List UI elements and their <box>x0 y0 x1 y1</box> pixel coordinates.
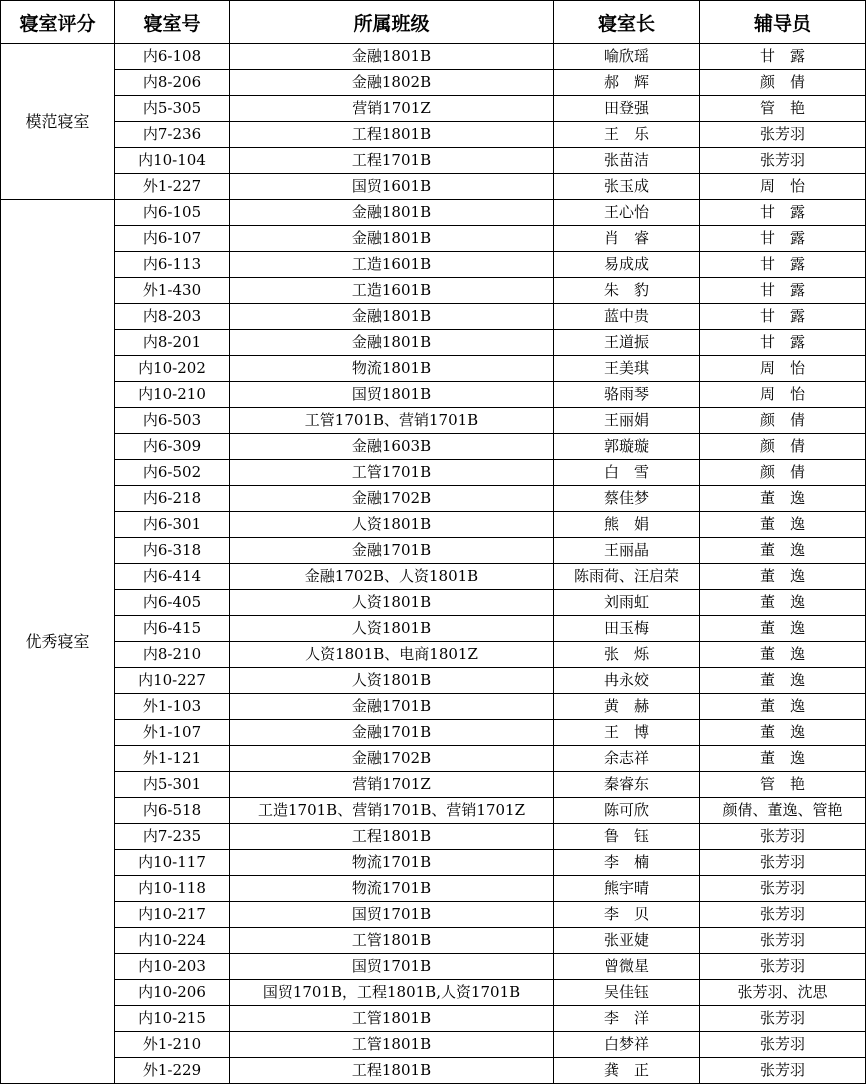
counselor-cell: 董 逸 <box>700 642 866 668</box>
room-leader-cell: 蓝中贵 <box>554 304 700 330</box>
class-cell: 工程1801B <box>230 1058 554 1084</box>
table-row <box>1 876 866 902</box>
counselor-cell: 颜 倩 <box>700 408 866 434</box>
table-row <box>1 824 866 850</box>
table-row <box>1 642 866 668</box>
class-cell: 金融1701B <box>230 538 554 564</box>
class-cell: 人资1801B <box>230 616 554 642</box>
counselor-cell: 颜 倩 <box>700 70 866 96</box>
counselor-cell: 张芳羽 <box>700 928 866 954</box>
table-row <box>1 486 866 512</box>
table-row <box>1 278 866 304</box>
header-room-number: 寝室号 <box>115 1 230 44</box>
table-row <box>1 434 866 460</box>
room-leader-cell: 朱 豹 <box>554 278 700 304</box>
room-leader-cell: 张玉成 <box>554 174 700 200</box>
table-row <box>1 512 866 538</box>
table-row <box>1 538 866 564</box>
room-number-cell: 内6-309 <box>115 434 230 460</box>
room-leader-cell: 王道振 <box>554 330 700 356</box>
room-leader-cell: 王美琪 <box>554 356 700 382</box>
room-leader-cell: 张 烁 <box>554 642 700 668</box>
room-number-cell: 内10-203 <box>115 954 230 980</box>
counselor-cell: 张芳羽 <box>700 122 866 148</box>
counselor-cell: 甘 露 <box>700 252 866 278</box>
room-number-cell: 内6-218 <box>115 486 230 512</box>
room-number-cell: 内8-203 <box>115 304 230 330</box>
table-row <box>1 616 866 642</box>
room-leader-cell: 余志祥 <box>554 746 700 772</box>
room-leader-cell: 蔡佳梦 <box>554 486 700 512</box>
room-leader-cell: 秦睿东 <box>554 772 700 798</box>
room-number-cell: 内6-318 <box>115 538 230 564</box>
room-number-cell: 内6-108 <box>115 44 230 70</box>
room-number-cell: 内6-502 <box>115 460 230 486</box>
class-cell: 工程1801B <box>230 122 554 148</box>
room-number-cell: 内5-305 <box>115 96 230 122</box>
table-row <box>1 252 866 278</box>
room-number-cell: 内10-224 <box>115 928 230 954</box>
room-number-cell: 内10-217 <box>115 902 230 928</box>
room-number-cell: 内7-236 <box>115 122 230 148</box>
room-number-cell: 外1-229 <box>115 1058 230 1084</box>
room-number-cell: 内10-227 <box>115 668 230 694</box>
rating-cell: 模范寝室 <box>1 44 115 200</box>
counselor-cell: 甘 露 <box>700 330 866 356</box>
counselor-cell: 董 逸 <box>700 720 866 746</box>
class-cell: 金融1801B <box>230 226 554 252</box>
class-cell: 金融1801B <box>230 200 554 226</box>
room-leader-cell: 郝 辉 <box>554 70 700 96</box>
room-leader-cell: 郭璇璇 <box>554 434 700 460</box>
counselor-cell: 张芳羽 <box>700 148 866 174</box>
room-number-cell: 外1-121 <box>115 746 230 772</box>
room-number-cell: 内8-210 <box>115 642 230 668</box>
header-room-leader: 寝室长 <box>554 1 700 44</box>
table-row <box>1 668 866 694</box>
room-leader-cell: 刘雨虹 <box>554 590 700 616</box>
counselor-cell: 董 逸 <box>700 486 866 512</box>
room-leader-cell: 王丽娟 <box>554 408 700 434</box>
class-cell: 营销1701Z <box>230 772 554 798</box>
table-row <box>1 1006 866 1032</box>
table-row <box>1 746 866 772</box>
room-number-cell: 外1-227 <box>115 174 230 200</box>
table-row <box>1 330 866 356</box>
room-leader-cell: 白 雪 <box>554 460 700 486</box>
room-number-cell: 内6-107 <box>115 226 230 252</box>
room-leader-cell: 冉永姣 <box>554 668 700 694</box>
room-number-cell: 内10-104 <box>115 148 230 174</box>
class-cell: 国贸1701B <box>230 954 554 980</box>
table-row <box>1 928 866 954</box>
room-number-cell: 内10-118 <box>115 876 230 902</box>
class-cell: 工管1801B <box>230 1006 554 1032</box>
class-cell: 金融1603B <box>230 434 554 460</box>
room-number-cell: 内8-201 <box>115 330 230 356</box>
room-leader-cell: 陈可欣 <box>554 798 700 824</box>
class-cell: 金融1702B、人资1801B <box>230 564 554 590</box>
class-cell: 物流1701B <box>230 850 554 876</box>
class-cell: 工管1701B <box>230 460 554 486</box>
counselor-cell: 董 逸 <box>700 590 866 616</box>
table-row <box>1 902 866 928</box>
table-row <box>1 460 866 486</box>
counselor-cell: 甘 露 <box>700 200 866 226</box>
counselor-cell: 颜倩、董逸、管艳 <box>700 798 866 824</box>
room-leader-cell: 骆雨琴 <box>554 382 700 408</box>
room-number-cell: 外1-103 <box>115 694 230 720</box>
table-row <box>1 954 866 980</box>
room-number-cell: 内10-215 <box>115 1006 230 1032</box>
counselor-cell: 周 怡 <box>700 382 866 408</box>
class-cell: 工造1601B <box>230 252 554 278</box>
class-cell: 工程1701B <box>230 148 554 174</box>
class-cell: 人资1801B <box>230 512 554 538</box>
room-leader-cell: 陈雨荷、汪启荣 <box>554 564 700 590</box>
counselor-cell: 董 逸 <box>700 512 866 538</box>
room-leader-cell: 李 楠 <box>554 850 700 876</box>
header-counselor: 辅导员 <box>700 1 866 44</box>
table-row <box>1 96 866 122</box>
class-cell: 国贸1601B <box>230 174 554 200</box>
table-body <box>1 44 866 1084</box>
counselor-cell: 张芳羽 <box>700 1058 866 1084</box>
table-row <box>1 122 866 148</box>
room-number-cell: 内6-518 <box>115 798 230 824</box>
table-row <box>1 694 866 720</box>
table-row <box>1 408 866 434</box>
room-leader-cell: 龚 正 <box>554 1058 700 1084</box>
table-row <box>1 148 866 174</box>
counselor-cell: 董 逸 <box>700 616 866 642</box>
room-leader-cell: 白梦祥 <box>554 1032 700 1058</box>
room-number-cell: 内6-415 <box>115 616 230 642</box>
counselor-cell: 张芳羽 <box>700 850 866 876</box>
room-leader-cell: 田玉梅 <box>554 616 700 642</box>
room-number-cell: 内10-202 <box>115 356 230 382</box>
table-row <box>1 590 866 616</box>
class-cell: 人资1801B <box>230 590 554 616</box>
room-number-cell: 内6-503 <box>115 408 230 434</box>
header-rating: 寝室评分 <box>1 1 115 44</box>
room-leader-cell: 黄 赫 <box>554 694 700 720</box>
table-row <box>1 798 866 824</box>
counselor-cell: 颜 倩 <box>700 434 866 460</box>
class-cell: 金融1702B <box>230 486 554 512</box>
counselor-cell: 颜 倩 <box>700 460 866 486</box>
room-leader-cell: 张苗洁 <box>554 148 700 174</box>
room-number-cell: 外1-430 <box>115 278 230 304</box>
header-class: 所属班级 <box>230 1 554 44</box>
table-row <box>1 720 866 746</box>
counselor-cell: 张芳羽 <box>700 876 866 902</box>
room-leader-cell: 李 洋 <box>554 1006 700 1032</box>
table-row <box>1 564 866 590</box>
counselor-cell: 周 怡 <box>700 356 866 382</box>
counselor-cell: 董 逸 <box>700 746 866 772</box>
room-number-cell: 内10-117 <box>115 850 230 876</box>
room-leader-cell: 易成成 <box>554 252 700 278</box>
header-row <box>1 1 866 44</box>
class-cell: 国贸1701B，工程1801B,人资1701B <box>230 980 554 1006</box>
room-leader-cell: 王 乐 <box>554 122 700 148</box>
room-leader-cell: 肖 睿 <box>554 226 700 252</box>
room-number-cell: 内8-206 <box>115 70 230 96</box>
table-header <box>1 1 866 44</box>
counselor-cell: 周 怡 <box>700 174 866 200</box>
class-cell: 金融1801B <box>230 330 554 356</box>
class-cell: 工管1801B <box>230 928 554 954</box>
class-cell: 人资1801B、电商1801Z <box>230 642 554 668</box>
class-cell: 金融1801B <box>230 44 554 70</box>
room-leader-cell: 王 博 <box>554 720 700 746</box>
room-number-cell: 内6-414 <box>115 564 230 590</box>
room-leader-cell: 喻欣瑶 <box>554 44 700 70</box>
room-number-cell: 内6-113 <box>115 252 230 278</box>
class-cell: 物流1801B <box>230 356 554 382</box>
counselor-cell: 董 逸 <box>700 668 866 694</box>
counselor-cell: 张芳羽、沈思 <box>700 980 866 1006</box>
counselor-cell: 张芳羽 <box>700 1032 866 1058</box>
counselor-cell: 张芳羽 <box>700 902 866 928</box>
counselor-cell: 张芳羽 <box>700 824 866 850</box>
counselor-cell: 甘 露 <box>700 44 866 70</box>
room-number-cell: 内6-301 <box>115 512 230 538</box>
class-cell: 工造1601B <box>230 278 554 304</box>
room-number-cell: 内5-301 <box>115 772 230 798</box>
table-row <box>1 1058 866 1084</box>
room-leader-cell: 李 贝 <box>554 902 700 928</box>
class-cell: 金融1702B <box>230 746 554 772</box>
room-leader-cell: 曾微星 <box>554 954 700 980</box>
table-row <box>1 980 866 1006</box>
room-number-cell: 内10-206 <box>115 980 230 1006</box>
room-number-cell: 内7-235 <box>115 824 230 850</box>
room-number-cell: 内6-405 <box>115 590 230 616</box>
class-cell: 工管1701B、营销1701B <box>230 408 554 434</box>
room-leader-cell: 熊 娟 <box>554 512 700 538</box>
counselor-cell: 董 逸 <box>700 564 866 590</box>
class-cell: 工造1701B、营销1701B、营销1701Z <box>230 798 554 824</box>
room-leader-cell: 张亚婕 <box>554 928 700 954</box>
class-cell: 物流1701B <box>230 876 554 902</box>
room-number-cell: 外1-107 <box>115 720 230 746</box>
class-cell: 金融1802B <box>230 70 554 96</box>
table-row <box>1 44 866 70</box>
counselor-cell: 张芳羽 <box>700 954 866 980</box>
table-row <box>1 772 866 798</box>
counselor-cell: 张芳羽 <box>700 1006 866 1032</box>
rating-cell: 优秀寝室 <box>1 200 115 1084</box>
class-cell: 工管1801B <box>230 1032 554 1058</box>
table-row <box>1 200 866 226</box>
room-number-cell: 外1-210 <box>115 1032 230 1058</box>
room-leader-cell: 王丽晶 <box>554 538 700 564</box>
table-row <box>1 304 866 330</box>
counselor-cell: 甘 露 <box>700 226 866 252</box>
class-cell: 营销1701Z <box>230 96 554 122</box>
class-cell: 金融1801B <box>230 304 554 330</box>
class-cell: 人资1801B <box>230 668 554 694</box>
counselor-cell: 董 逸 <box>700 538 866 564</box>
class-cell: 国贸1701B <box>230 902 554 928</box>
counselor-cell: 甘 露 <box>700 304 866 330</box>
table-row <box>1 850 866 876</box>
class-cell: 国贸1801B <box>230 382 554 408</box>
room-leader-cell: 鲁 钰 <box>554 824 700 850</box>
counselor-cell: 管 艳 <box>700 96 866 122</box>
table-row <box>1 174 866 200</box>
class-cell: 金融1701B <box>230 694 554 720</box>
room-number-cell: 内10-210 <box>115 382 230 408</box>
table-row <box>1 382 866 408</box>
counselor-cell: 甘 露 <box>700 278 866 304</box>
table-row <box>1 70 866 96</box>
table-row <box>1 226 866 252</box>
counselor-cell: 管 艳 <box>700 772 866 798</box>
room-leader-cell: 王心怡 <box>554 200 700 226</box>
class-cell: 金融1701B <box>230 720 554 746</box>
table-row <box>1 356 866 382</box>
class-cell: 工程1801B <box>230 824 554 850</box>
room-number-cell: 内6-105 <box>115 200 230 226</box>
room-leader-cell: 吴佳钰 <box>554 980 700 1006</box>
counselor-cell: 董 逸 <box>700 694 866 720</box>
table-row <box>1 1032 866 1058</box>
room-leader-cell: 田登强 <box>554 96 700 122</box>
room-leader-cell: 熊宇晴 <box>554 876 700 902</box>
